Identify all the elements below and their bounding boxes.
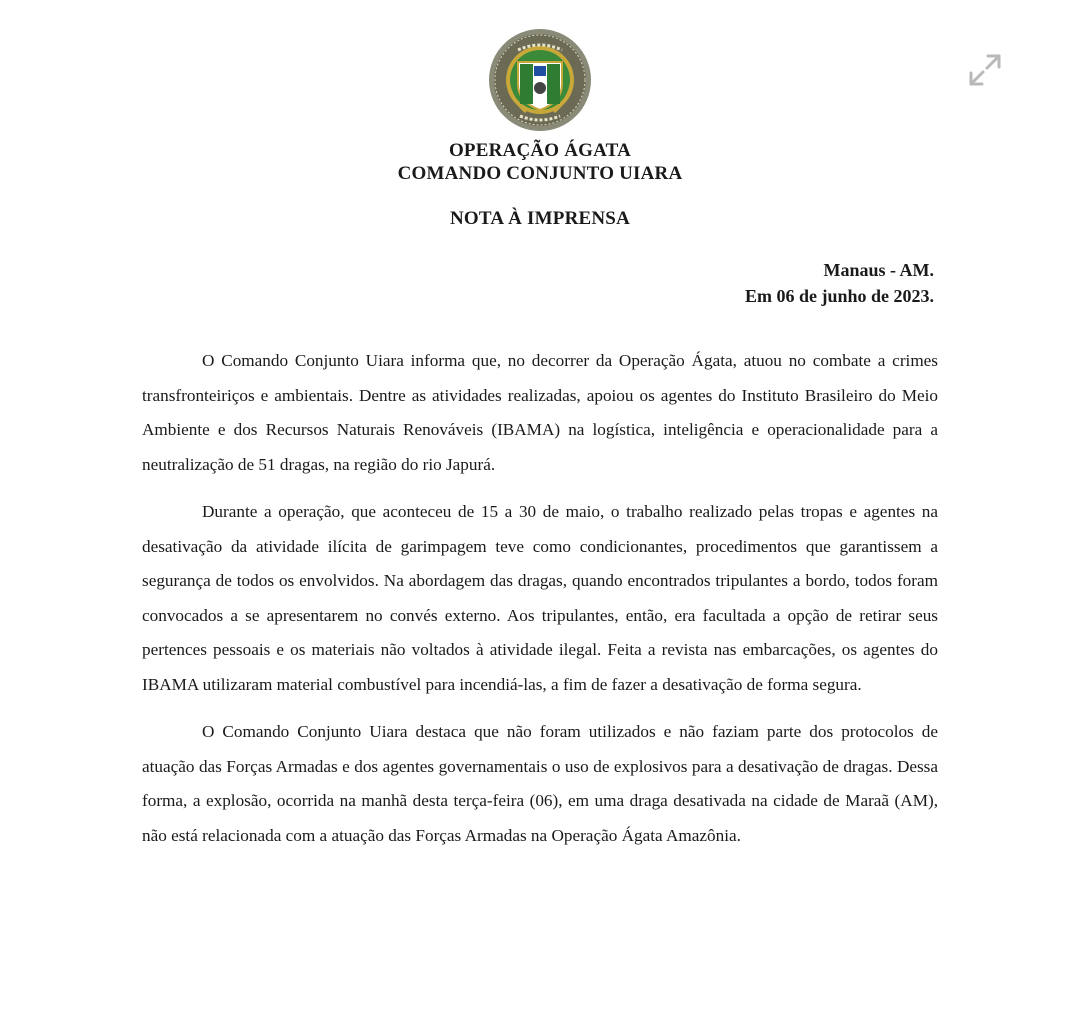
press-note-title: NOTA À IMPRENSA <box>450 208 630 229</box>
expand-arrows-icon[interactable] <box>963 48 1007 92</box>
command-title: COMANDO CONJUNTO UIARA <box>397 163 683 184</box>
operation-title: OPERAÇÃO ÁGATA <box>448 140 632 161</box>
note-body <box>142 344 938 866</box>
body-paragraph: O Comando Conjunto Uiara destaca que não foram utilizados e não faziam parte dos protocolos de atuação das Forças Armadas e dos agentes governamentais o uso de explosivos para a desativação de dragas. Dessa forma, a explosão, ocorrida na manhã desta terça-feira (06), em uma draga desativada na cidade de Maraã (AM), não está relacionada com a atuação das Forças Armadas na Operação Ágata Amazônia. <box>142 722 938 845</box>
dateline-place: Manaus - AM. <box>823 260 934 280</box>
body-paragraph: O Comando Conjunto Uiara informa que, no decorrer da Operação Ágata, atuou no combate a crimes transfronteiriços e ambientais. Dentre as atividades realizadas, apoiou os agentes do Instituto Brasileiro do Meio Ambiente e dos Recursos Naturais Renováveis (IBAMA) na logística, inteligência e operacionalidade para a neutralização de 51 dragas, na região do rio Japurá. <box>142 351 938 474</box>
body-paragraph: Durante a operação, que aconteceu de 15 a 30 de maio, o trabalho realizado pelas tropas e agentes na desativação da atividade ilícita de garimpagem teve como condicionantes, procedimentos que garantissem a segurança de todos os envolvidos. Na abordagem das dragas, quando encontrados tripulantes a bordo, todos foram convocados a se apresentarem no convés externo. Aos tripulantes, então, era facultada a opção de retirar seus pertences pessoais e os materiais não voltados à atividade ilegal. Feita a revista nas embarcações, os agentes do IBAMA utilizaram material combustível para incendiá-las, a fim de fazer a desativação de forma segura. <box>142 502 938 694</box>
dateline-date: Em 06 de junho de 2023. <box>744 286 934 306</box>
military-seal-icon <box>488 28 592 132</box>
